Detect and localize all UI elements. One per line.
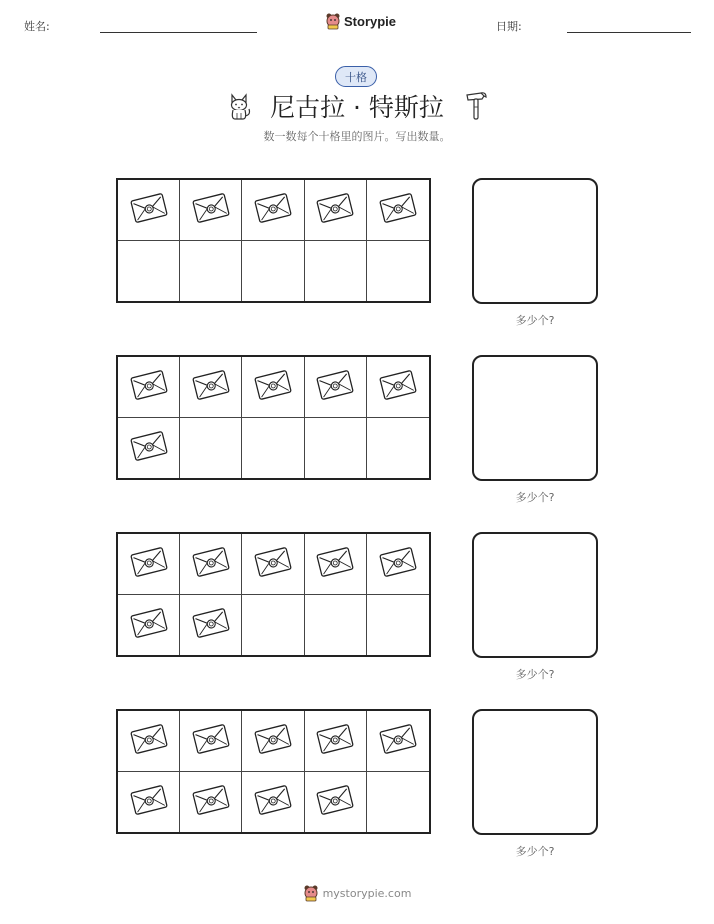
frame-cell [118, 418, 180, 479]
answer-box-3[interactable] [472, 532, 598, 658]
envelope-icon [191, 606, 231, 644]
frame-cell [180, 534, 242, 595]
envelope-icon [315, 783, 355, 821]
frame-cell [242, 180, 304, 241]
worksheet-type-badge: 十格 [335, 66, 377, 87]
envelope-icon [378, 368, 418, 406]
how-many-label-3: 多少个? [515, 668, 555, 681]
envelope-icon [315, 722, 355, 760]
hammer-icon [464, 91, 488, 121]
frame-cell [180, 357, 242, 418]
frame-cell [367, 418, 429, 479]
envelope-icon [315, 545, 355, 583]
envelope-icon [191, 722, 231, 760]
envelope-icon [191, 191, 231, 229]
name-label: 姓名: [24, 20, 50, 33]
frame-cell [180, 418, 242, 479]
storypie-logo [325, 12, 396, 30]
ten-frame-2 [116, 355, 431, 480]
frame-cell [180, 241, 242, 302]
frame-cell [118, 534, 180, 595]
frame-cell [367, 534, 429, 595]
envelope-icon [129, 722, 169, 760]
envelope-icon [378, 545, 418, 583]
envelope-icon [378, 722, 418, 760]
frame-cell [242, 241, 304, 302]
frame-cell [367, 180, 429, 241]
frame-cell [305, 418, 367, 479]
frame-cell [305, 357, 367, 418]
frame-cell [305, 772, 367, 833]
envelope-icon [253, 722, 293, 760]
frame-cell [180, 772, 242, 833]
envelope-icon [253, 191, 293, 229]
frame-cell [118, 241, 180, 302]
brand-name: Storypie [344, 13, 397, 29]
frame-cell [118, 595, 180, 656]
envelope-icon [253, 368, 293, 406]
envelope-icon [129, 606, 169, 644]
frame-cell [118, 357, 180, 418]
frame-cell [242, 711, 304, 772]
answer-box-2[interactable] [472, 355, 598, 481]
envelope-icon [253, 545, 293, 583]
ten-frame-3 [116, 532, 431, 657]
answer-box-4[interactable] [472, 709, 598, 835]
frame-cell [367, 241, 429, 302]
frame-cell [367, 595, 429, 656]
footer [0, 884, 714, 902]
storypie-footer-bear-icon [303, 884, 319, 902]
envelope-icon [315, 368, 355, 406]
frame-cell [180, 595, 242, 656]
frame-cell [305, 595, 367, 656]
name-field[interactable] [100, 32, 257, 33]
how-many-label-4: 多少个? [515, 845, 555, 858]
envelope-icon [129, 783, 169, 821]
envelope-icon [129, 191, 169, 229]
envelope-icon [129, 429, 169, 467]
envelope-icon [253, 783, 293, 821]
ten-frame-1 [116, 178, 431, 303]
envelope-icon [191, 368, 231, 406]
frame-cell [242, 595, 304, 656]
frame-cell [305, 711, 367, 772]
ten-frame-4 [116, 709, 431, 834]
frame-cell [367, 772, 429, 833]
footer-url: mystorypie.com [322, 886, 412, 900]
frame-cell [242, 357, 304, 418]
frame-cell [118, 772, 180, 833]
envelope-icon [378, 191, 418, 229]
worksheet-title: 尼古拉 · 特斯拉 [270, 93, 444, 122]
frame-cell [180, 180, 242, 241]
frame-cell [242, 772, 304, 833]
envelope-icon [315, 191, 355, 229]
frame-cell [305, 180, 367, 241]
how-many-label-1: 多少个? [515, 314, 555, 327]
date-field[interactable] [567, 32, 691, 33]
storypie-bear-icon [325, 12, 341, 30]
frame-cell [118, 711, 180, 772]
frame-cell [242, 418, 304, 479]
frame-cell [242, 534, 304, 595]
answer-box-1[interactable] [472, 178, 598, 304]
envelope-icon [129, 368, 169, 406]
envelope-icon [129, 545, 169, 583]
envelope-icon [191, 783, 231, 821]
instructions: 数一数每个十格里的图片。写出数量。 [263, 130, 451, 143]
frame-cell [305, 534, 367, 595]
frame-cell [305, 241, 367, 302]
frame-cell [118, 180, 180, 241]
frame-cell [367, 711, 429, 772]
envelope-icon [191, 545, 231, 583]
frame-cell [180, 711, 242, 772]
how-many-label-2: 多少个? [515, 491, 555, 504]
frame-cell [367, 357, 429, 418]
date-label: 日期: [496, 20, 522, 33]
